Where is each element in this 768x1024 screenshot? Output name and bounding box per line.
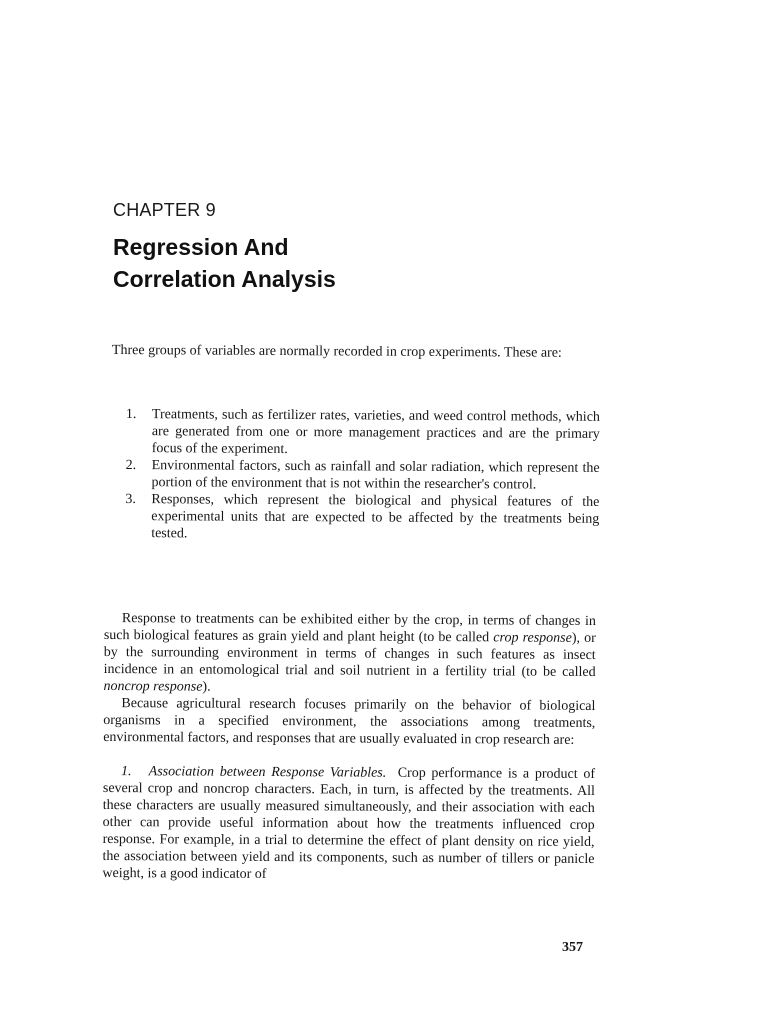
section-text: Crop performance is a product of several crop and noncrop characters. Each, in turn, is affected by the treatments. All these characters are usually measured simultaneously, and their association with each other can provide useful information about how the treatments influenced crop response. For example, in a trial to determine the effect of plant density on rice yield, the association between yield and its components, such as number of tillers or panicle weight, is a good indicator of: [102, 765, 596, 882]
variable-groups-list: [125, 406, 600, 545]
paragraph-text: ), or by the surrounding environment in terms of changes in such features as insect incidence in an entomological trial and soil nutrient in a fertility trial (to be called: [103, 630, 596, 681]
paragraph-text: ).: [202, 679, 211, 695]
body-text: [102, 610, 596, 885]
list-item-number: 2.: [125, 457, 137, 474]
chapter-title: [113, 231, 336, 295]
chapter-title-line-1: Regression And: [113, 234, 289, 260]
list-item-number: 3.: [125, 491, 136, 508]
section-heading: Association between Response Variables.: [148, 764, 387, 781]
list-item-text: Treatments, such as fertilizer rates, varieties, and weed control methods, which are generated from one or more management practices and are the primary focus of the experiment.: [151, 407, 600, 457]
response-paragraph: [103, 610, 596, 698]
list-item-text: Environmental factors, such as rainfall and solar radiation, which represent the portion of the environment that is not within the researcher's control.: [151, 458, 600, 493]
list-item: [125, 457, 599, 494]
list-item: [126, 406, 600, 460]
term-noncrop-response: noncrop response: [103, 678, 203, 695]
page-number: 357: [562, 940, 583, 955]
list-item: [125, 491, 599, 545]
term-crop-response: crop response: [493, 630, 572, 646]
chapter-title-line-2: Correlation Analysis: [113, 266, 336, 292]
section-association-response-variables: [102, 763, 595, 885]
associations-paragraph: Because agricultural research focuses primarily on the behavior of biological organisms in a specified environment, the associations among treatments, environmental factors, and responses that are usually evaluated in crop research are:: [103, 696, 596, 748]
paragraph-text: Response to treatments can be exhibited either by the crop, in terms of changes in such biological features as grain yield and plant height (to be called: [103, 611, 596, 646]
list-item-text: Responses, which represent the biological and physical features of the experimental units that are expected to be affected by the treatments being tested.: [151, 492, 600, 542]
chapter-label: CHAPTER 9: [113, 200, 216, 220]
intro-paragraph: Three groups of variables are normally recorded in crop experiments. These are:: [111, 342, 562, 361]
list-item-number: 1.: [125, 406, 137, 423]
section-numeral: 1.: [120, 764, 132, 780]
